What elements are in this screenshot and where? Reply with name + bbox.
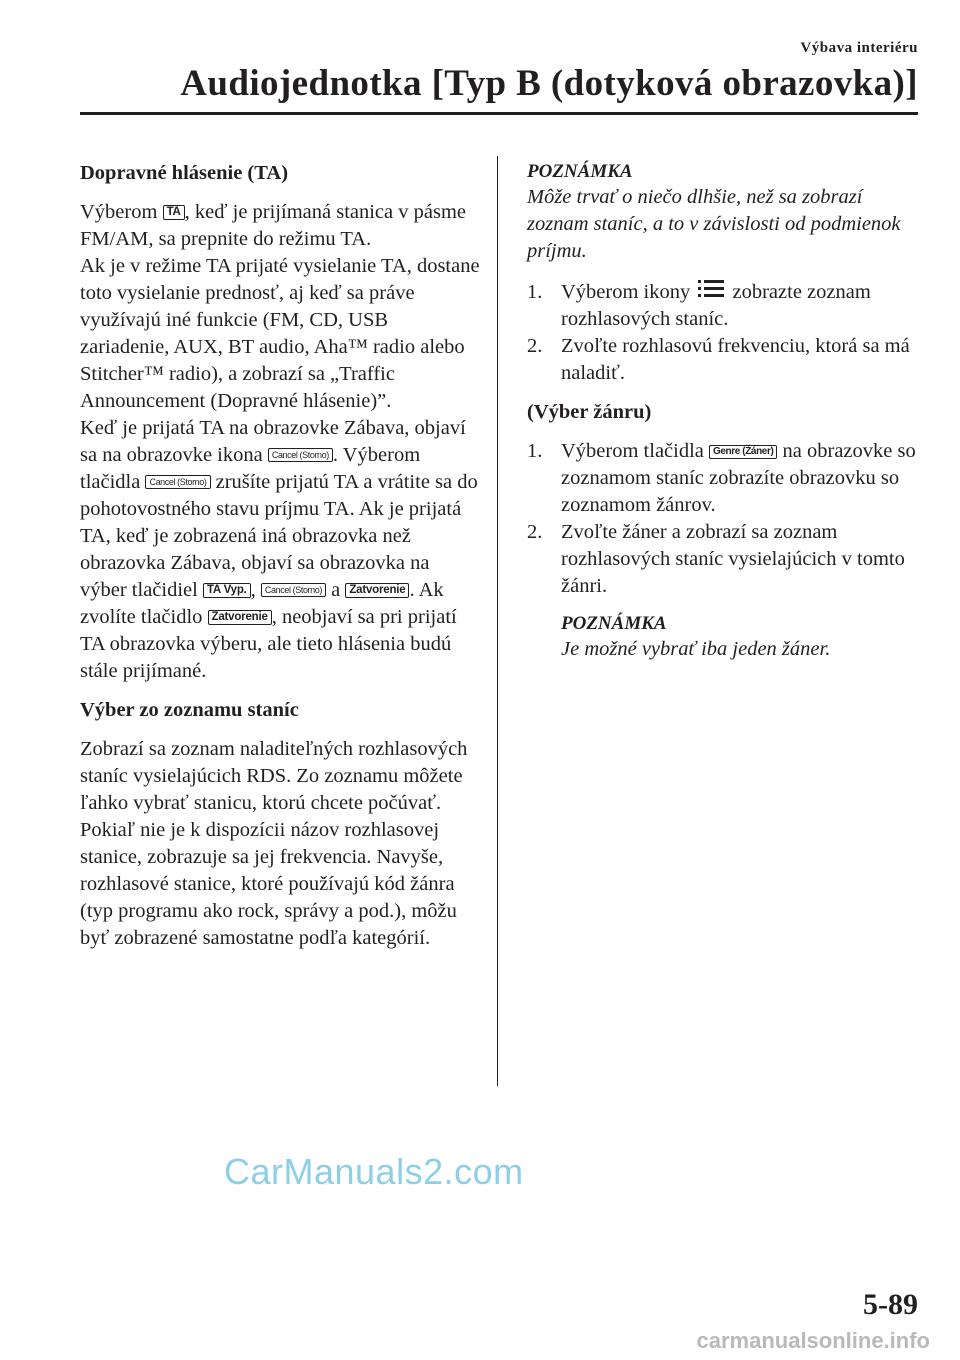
page-number: 5-89: [863, 1288, 918, 1321]
genre-heading: (Výber žánru): [527, 401, 652, 423]
genre-steps: [527, 438, 922, 600]
cancel-button: Cancel (Storno): [261, 583, 326, 597]
ta-button: TA: [163, 205, 185, 220]
column-divider: [497, 156, 498, 1086]
station-steps: [527, 279, 922, 387]
right-column: [527, 160, 922, 677]
list-icon: [698, 279, 724, 297]
station-list-paragraph: Zobrazí sa zoznam naladiteľných rozhlasových staníc vysielajúcich RDS. Zo zoznamu môžete ľahko vybrať stanicu, ktorú chcete počúvať. Pokiaľ nie je k dispozícii názov rozhlasovej stanice, zobrazuje sa jej frekvencia. Navyše, rozhlasové stanice, ktoré používajú kód žánra (typ programu ako rock, správy a pod.), môžu byť zobrazené samostatne podľa kategórií.: [80, 738, 468, 949]
chapter-title: Audiojednotka [Typ B (dotyková obrazovka)]: [180, 63, 918, 104]
left-column: [80, 160, 480, 964]
watermark: CarManuals2.com: [224, 1151, 524, 1192]
list-item: 2. Zvoľte žáner a zobrazí sa zoznam rozhlasových staníc vysielajúcich v tomto žánri.: [527, 521, 905, 597]
list-item: 2. Zvoľte rozhlasovú frekvenciu, ktorá sa má naladiť.: [527, 335, 910, 384]
section-label: Výbava interiéru: [800, 40, 918, 56]
ta-heading: Dopravné hlásenie (TA): [80, 162, 289, 184]
note-text: Je možné vybrať iba jeden žáner.: [561, 638, 831, 660]
ta-paragraph-1: Výberom TA , keď je prijímaná stanica v pásme FM/AM, sa prepnite do režimu TA.: [80, 201, 467, 250]
note-text: Môže trvať o niečo dlhšie, než sa zobrazí zoznam staníc, a to v závislosti od podmienok príjmu.: [527, 186, 901, 262]
footer-url: carmanualsonline.info: [696, 1328, 930, 1353]
ta-paragraph-3: Keď je prijatá TA na obrazovke Zábava, objaví sa na obrazovke ikona Cancel (Storno) . Výberom tlačidla Cancel (Storno) zrušíte prijatú TA a vrátite sa do pohotovostného stavu príjmu TA. Ak je prijatá TA, keď je zobrazená iná obrazovka než obrazovka Zábava, objaví sa obrazovka na výber tlačidiel TA Vyp. , Cancel (Storno) a Zatvorenie . Ak zvolíte tlačidlo Zatvorenie , neobjaví sa pri prijatí TA obrazovka výberu, ale tieto hlásenia budú stále prijímané.: [80, 417, 478, 682]
ta-off-button: TA Vyp.: [203, 583, 251, 598]
close-button: Zatvorenie: [345, 583, 409, 598]
cancel-button: Cancel (Storno): [145, 475, 210, 489]
genre-button: Genre (Žáner): [709, 445, 777, 459]
close-button: Zatvorenie: [208, 610, 272, 625]
ta-paragraph-2: Ak je v režime TA prijaté vysielanie TA, dostane toto vysielanie prednosť, aj keď sa práve využívajú iné funkcie (FM, CD, USB zariadenie, AUX, BT audio, Aha™ radio alebo Stitcher™ radio), a zobrazí sa „Traffic Announcement (Dopravné hlásenie)”.: [80, 255, 480, 412]
note-title: POZNÁMKA: [527, 161, 633, 182]
note-title: POZNÁMKA: [561, 613, 667, 634]
cancel-button: Cancel (Storno): [268, 448, 333, 462]
list-item: 1. Výberom ikony zobrazte zoznam rozhlasových staníc.: [527, 281, 871, 330]
header-rule: [80, 112, 918, 115]
genre-note: [527, 612, 922, 663]
station-list-heading: Výber zo zoznamu staníc: [80, 699, 299, 721]
list-item: 1. Výberom tlačidla Genre (Žáner) na obrazovke so zoznamom staníc zobrazíte obrazovku so zoznamom žánrov.: [527, 440, 916, 516]
